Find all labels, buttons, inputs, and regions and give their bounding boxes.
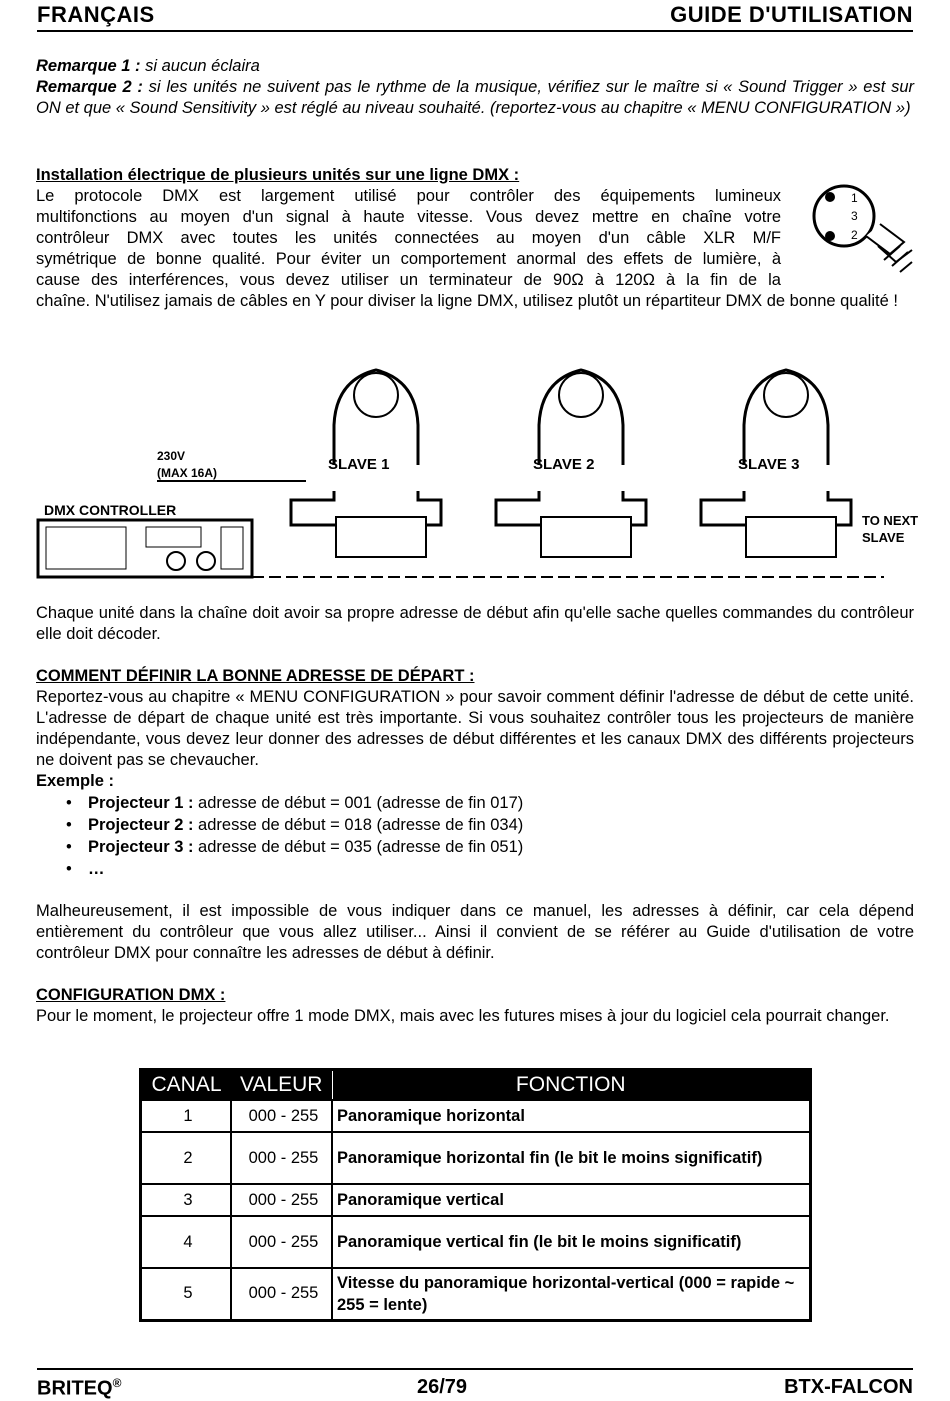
- brand-name: BRITEQ: [37, 1377, 113, 1400]
- column-header: CANAL: [141, 1070, 232, 1101]
- header-language: FRANÇAIS: [37, 2, 155, 27]
- page-header: [37, 0, 913, 32]
- dmx-controller-label: DMX CONTROLLER: [44, 502, 177, 518]
- page-footer: [37, 1368, 913, 1399]
- xlr-connector-icon: [800, 176, 915, 276]
- valeur-cell: 000 - 255: [231, 1132, 332, 1184]
- fonction-cell: Vitesse du panoramique horizontal-vertical (000 = rapide ~ 255 = lente): [332, 1268, 811, 1320]
- dmx-controller-icon: [38, 520, 252, 577]
- column-header: VALEUR: [231, 1070, 332, 1101]
- installation-line: cause des interférences, vous devez utiliser un terminateur de 90Ω à 120Ω à la fin de la: [36, 271, 781, 289]
- table-row: [141, 1184, 811, 1216]
- footer-brand: [37, 1376, 121, 1401]
- remark-2-text: si les unités ne suivent pas le rythme de la musique, vérifiez sur le maître si « Sound Trigger » est sur ON et que « Sound Sensitivity » est réglé au niveau souhaité. (reportez-vous au chapitre « MENU CONFIGURATION »): [36, 78, 914, 117]
- fonction-cell: Panoramique vertical: [332, 1184, 811, 1216]
- slave-label: SLAVE 3: [738, 456, 800, 473]
- installation-line: Le protocole DMX est largement utilisé pour contrôler des équipements lumineux: [36, 187, 781, 205]
- valeur-cell: 000 - 255: [231, 1216, 332, 1268]
- power-label: 230V: [157, 449, 186, 463]
- dmx-wiring-diagram: [36, 355, 919, 595]
- list-item: [36, 859, 914, 881]
- slave-label: SLAVE 1: [328, 456, 390, 473]
- footer-model: BTX-FALCON: [784, 1376, 913, 1398]
- example-text: Exemple :: [36, 772, 114, 790]
- next-slave-label-2: SLAVE: [862, 530, 905, 545]
- page-number: 26/79: [417, 1376, 468, 1398]
- dmx-channel-table: [139, 1068, 812, 1322]
- fonction-cell: Panoramique vertical fin (le bit le moins significatif): [332, 1216, 811, 1268]
- projector-text: adresse de début = 001 (adresse de fin 017): [193, 794, 524, 812]
- remark-1-label: Remarque 1 :: [36, 57, 141, 75]
- address-closing: Malheureusement, il est impossible de vous indiquer dans ce manuel, les adresses à définir, car cela dépend entièrement du contrôleur que vous allez utiliser... Ainsi il convient de se référer au Guide d'utilisation de votre contrôleur DMX pour connaître les adresses de début à définir.: [36, 902, 914, 962]
- table-row: [141, 1100, 811, 1132]
- slave-label: SLAVE 2: [533, 456, 595, 473]
- registered-mark: ®: [112, 1376, 122, 1390]
- remark-1-text: si aucun éclaira: [140, 57, 260, 75]
- installation-heading: Installation électrique de plusieurs unités sur une ligne DMX :: [36, 166, 520, 184]
- address-heading: COMMENT DÉFINIR LA BONNE ADRESSE DE DÉPART :: [36, 667, 475, 685]
- fonction-cell: Panoramique horizontal: [332, 1100, 811, 1132]
- installation-text: [36, 186, 781, 291]
- fonction-cell: Panoramique horizontal fin (le bit le moins significatif): [332, 1132, 811, 1184]
- canal-cell: 2: [141, 1132, 232, 1184]
- list-item: [36, 837, 914, 859]
- valeur-cell: 000 - 255: [231, 1100, 332, 1132]
- next-slave-label-1: TO NEXT: [862, 513, 919, 528]
- example-list: [36, 793, 914, 881]
- valeur-cell: 000 - 255: [231, 1268, 332, 1320]
- header-title: GUIDE D'UTILISATION: [670, 2, 913, 27]
- installation-tail: chaîne. N'utilisez jamais de câbles en Y pour diviser la ligne DMX, utilisez plutôt un répartiteur DMX de bonne qualité !: [36, 292, 898, 310]
- remark-2: [36, 77, 914, 119]
- canal-cell: 3: [141, 1184, 232, 1216]
- chain-text: Chaque unité dans la chaîne doit avoir sa propre adresse de début afin qu'elle sache quelles commandes du contrôleur elle doit décoder.: [36, 604, 914, 643]
- installation-line: symétrique de bonne qualité. Pour éviter un comportement anormal des effets de lumière, à: [36, 250, 781, 268]
- xlr-pin-label: 1: [851, 191, 858, 205]
- list-item: [36, 793, 914, 815]
- table-row: [141, 1216, 811, 1268]
- installation-line: contrôleur DMX avec toutes les unités connectées au moyen d'un câble XLR M/F: [36, 229, 781, 247]
- valeur-cell: 000 - 255: [231, 1184, 332, 1216]
- power-max-label: (MAX 16A): [157, 466, 218, 480]
- remark-1: [36, 56, 914, 77]
- remark-2-label: Remarque 2 :: [36, 78, 143, 96]
- config-body: Pour le moment, le projecteur offre 1 mode DMX, mais avec les futures mises à jour du logiciel cela pourrait changer.: [36, 1007, 890, 1025]
- canal-cell: 4: [141, 1216, 232, 1268]
- table-row: [141, 1132, 811, 1184]
- canal-cell: 1: [141, 1100, 232, 1132]
- canal-cell: 5: [141, 1268, 232, 1320]
- xlr-pin-label: 2: [851, 228, 858, 242]
- projector-label: Projecteur 1 :: [88, 794, 194, 812]
- config-heading: CONFIGURATION DMX :: [36, 986, 226, 1004]
- table-row: [141, 1268, 811, 1320]
- projector-label: Projecteur 3 :: [88, 838, 194, 856]
- projector-label: Projecteur 2 :: [88, 816, 194, 834]
- table-header-row: [141, 1070, 811, 1101]
- projector-text: adresse de début = 035 (adresse de fin 051): [193, 838, 524, 856]
- example-label: [36, 771, 914, 792]
- address-body: Reportez-vous au chapitre « MENU CONFIGURATION » pour savoir comment définir l'adresse de début de cette unité. L'adresse de départ de chaque unité est très importante. Si vous souhaitez contrôler tous les projecteurs de manière indépendante, vous devez leur donner des adresses de début différentes et les canaux DMX des différents projecteurs ne doivent pas se chevaucher.: [36, 688, 914, 769]
- projector-text: adresse de début = 018 (adresse de fin 034): [193, 816, 524, 834]
- xlr-pin-label: 3: [851, 209, 858, 223]
- list-item: [36, 815, 914, 837]
- column-header: FONCTION: [332, 1070, 811, 1101]
- projector-label: …: [88, 860, 105, 878]
- installation-line: multifonctions au moyen d'un signal à haute vitesse. Vous devez mettre en chaîne votre: [36, 208, 781, 226]
